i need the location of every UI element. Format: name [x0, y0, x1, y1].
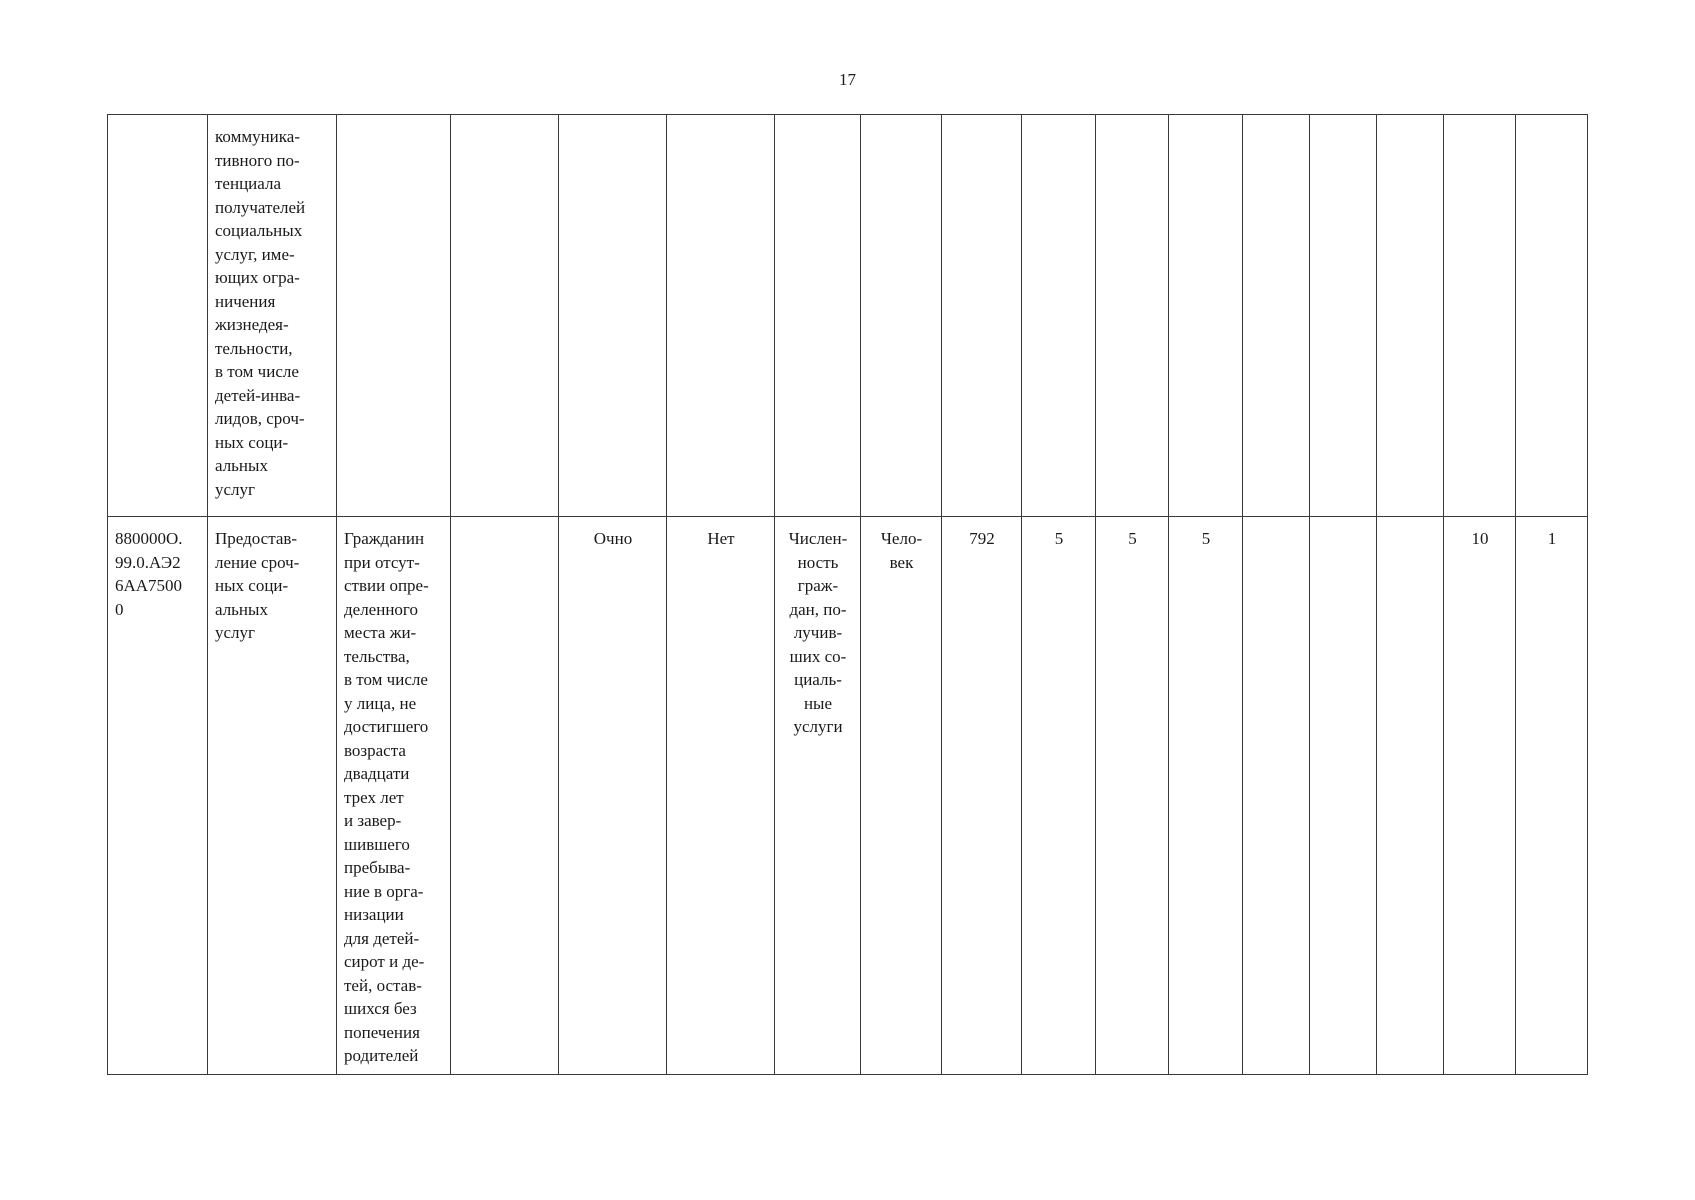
table-cell — [667, 115, 775, 517]
table-cell — [775, 115, 861, 517]
table-cell — [451, 517, 559, 1075]
table-cell — [1310, 517, 1377, 1075]
form-cell: Очно — [559, 517, 667, 1075]
table-cell — [1377, 517, 1444, 1075]
table-cell — [1096, 115, 1169, 517]
indicator-name-cell: Числен- ность граж- дан, по- лучив- ших со- циаль- ные услуги — [775, 517, 861, 1075]
page-number: 17 — [839, 70, 856, 89]
table-cell — [942, 115, 1022, 517]
table-cell — [1243, 517, 1310, 1075]
table-cell — [108, 115, 208, 517]
table-cell: коммуника- тивного по- тенциала получателей социальных услуг, име- ющих огра- ничения жизнедея- тельности, в том числе детей-инва- лидов, сроч- ных соци- альных услуг — [208, 115, 337, 517]
service-indicator-table — [107, 114, 1588, 1075]
table-cell — [1169, 115, 1243, 517]
deviation-percent-cell: 10 — [1444, 517, 1516, 1075]
recipient-category-cell: Гражданин при отсут- ствии опре- деленного места жи- тельства, в том числе у лица, не достигшего возраста двадцати трех лет и завер- шившего пребыва- ние в орга- низации для детей- сирот и де- тей, остав- шихся без попечения родителей — [337, 517, 451, 1075]
flag-cell: Нет — [667, 517, 775, 1075]
unit-cell: Чело- век — [861, 517, 942, 1075]
table-cell — [559, 115, 667, 517]
table-row — [108, 115, 1588, 517]
unit-code-cell: 792 — [942, 517, 1022, 1075]
deviation-absolute-cell: 1 — [1516, 517, 1588, 1075]
table-cell — [1516, 115, 1588, 517]
table-cell — [1243, 115, 1310, 517]
value-cell: 5 — [1096, 517, 1169, 1075]
table-cell — [1310, 115, 1377, 517]
table-cell — [861, 115, 942, 517]
table-cell — [1444, 115, 1516, 517]
table-cell — [337, 115, 451, 517]
value-cell: 5 — [1169, 517, 1243, 1075]
table-cell — [1022, 115, 1096, 517]
table-row — [108, 517, 1588, 1075]
table-cell — [451, 115, 559, 517]
service-name-cell: Предостав- ление сроч- ных соци- альных услуг — [208, 517, 337, 1075]
table-cell — [1377, 115, 1444, 517]
value-cell: 5 — [1022, 517, 1096, 1075]
registry-code-cell: 880000О. 99.0.АЭ2 6АА7500 0 — [108, 517, 208, 1075]
